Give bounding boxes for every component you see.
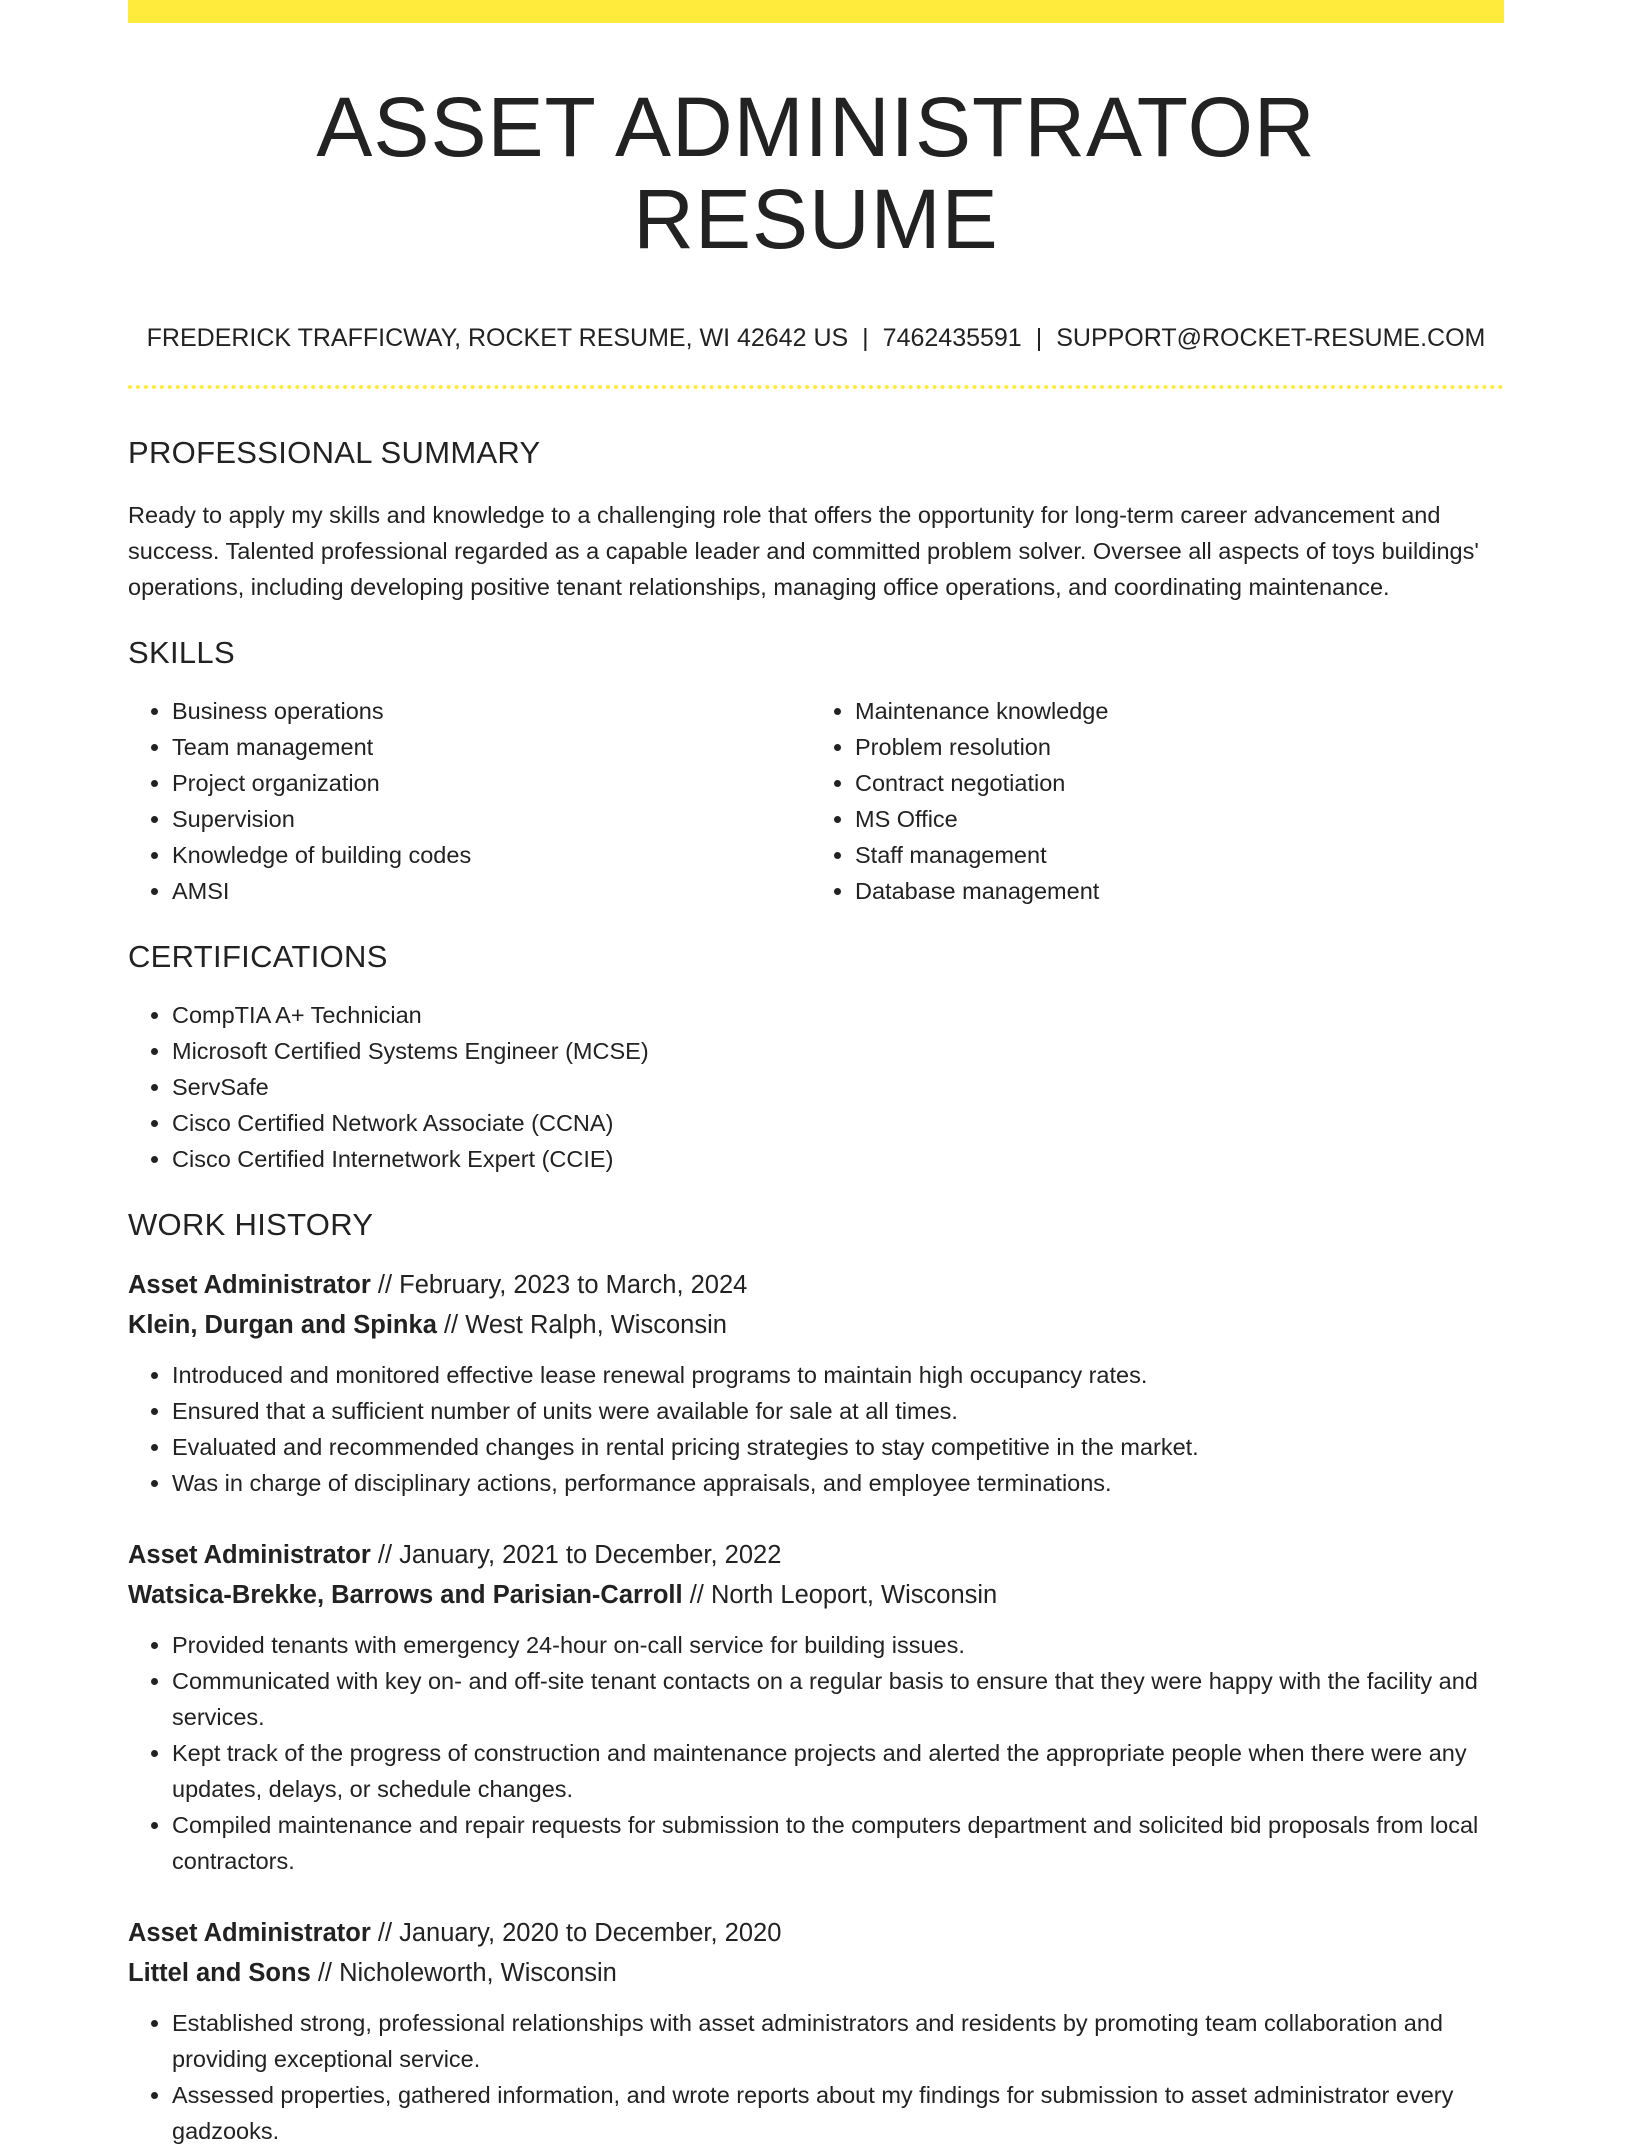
job-bullets [128,1627,1504,1879]
skills-column-right [821,693,1504,909]
job-title: Asset Administrator [128,1270,371,1299]
job-bullet: • Evaluated and recommended changes in rental pricing strategies to stay competitive in the market. [172,1429,1504,1465]
contact-address: FREDERICK TRAFFICWAY, ROCKET RESUME, WI 42642 US [146,323,849,352]
contact-phone: 7462435591 [882,323,1022,352]
skill-item: • Project organization [172,765,821,801]
contact-separator: | [862,323,869,352]
skills-list [128,671,1504,909]
skill-item: • Team management [172,729,821,765]
job-title: Asset Administrator [128,1540,371,1569]
job-bullet: • Established strong, professional relationships with asset administrators and residents by promoting team collaboration and providing exceptional service. [172,2005,1504,2077]
summary-heading: PROFESSIONAL SUMMARY [128,434,541,470]
certification-item: • CompTIA A+ Technician [172,997,1504,1033]
job-dates: // February, 2023 to March, 2024 [370,1270,748,1299]
job-company-line [128,1953,1504,1993]
resume-page [128,23,1504,2149]
job-entry [128,1913,1504,2149]
job-company: Littel and Sons [128,1958,311,1987]
skills-heading: SKILLS [128,634,235,670]
summary-text: Ready to apply my skills and knowledge to a challenging role that offers the opportunity for long-term career advancement and success. Talented professional regarded as a capable leader and committed problem solver. Oversee all aspects of toys buildings' operations, including developing positive tenant relationships, managing office operations, and coordinating maintenance. [128,501,1479,600]
job-bullets [128,1357,1504,1501]
job-location: // North Leoport, Wisconsin [682,1580,998,1609]
job-dates: // January, 2021 to December, 2022 [370,1540,782,1569]
skill-item: • Contract negotiation [855,765,1504,801]
skill-item: • Knowledge of building codes [172,837,821,873]
skill-item: • Staff management [855,837,1504,873]
job-title-line [128,1913,1504,1953]
work-history-heading: WORK HISTORY [128,1206,374,1242]
job-company-line [128,1305,1504,1345]
resume-title: ASSET ADMINISTRATOR RESUME [316,80,1316,267]
skill-item: • Database management [855,873,1504,909]
job-title-line [128,1265,1504,1305]
skill-item: • Supervision [172,801,821,837]
certification-item: • Cisco Certified Internetwork Expert (CCIE) [172,1141,1504,1177]
skill-item: • MS Office [855,801,1504,837]
job-bullet: • Kept track of the progress of construction and maintenance projects and alerted the appropriate people when there were any updates, delays, or schedule changes. [172,1735,1504,1807]
certification-item: • Cisco Certified Network Associate (CCNA) [172,1105,1504,1141]
skill-item: • Business operations [172,693,821,729]
skills-column-left [128,693,821,909]
job-company-line [128,1575,1504,1615]
skill-item: • Maintenance knowledge [855,693,1504,729]
job-bullet: • Communicated with key on- and off-site tenant contacts on a regular basis to ensure that they were happy with the facility and services. [172,1663,1504,1735]
job-dates: // January, 2020 to December, 2020 [370,1918,782,1947]
certifications-list [128,997,1504,1177]
job-bullets [128,2005,1504,2149]
job-location: // Nicholeworth, Wisconsin [310,1958,617,1987]
job-entry [128,1265,1504,1501]
job-bullet: • Was in charge of disciplinary actions, performance appraisals, and employee terminations. [172,1465,1504,1501]
skill-item: • Problem resolution [855,729,1504,765]
certification-item: • Microsoft Certified Systems Engineer (MCSE) [172,1033,1504,1069]
contact-separator: | [1035,323,1043,352]
job-location: // West Ralph, Wisconsin [436,1310,727,1339]
job-bullet: • Assessed properties, gathered information, and wrote reports about my findings for submission to asset administrator every gadzooks. [172,2077,1504,2149]
job-entry [128,1535,1504,1879]
job-title-line [128,1535,1504,1575]
skill-item: • AMSI [172,873,821,909]
job-bullet: • Compiled maintenance and repair requests for submission to the computers department and solicited bid proposals from local contractors. [172,1807,1504,1879]
job-bullet: • Provided tenants with emergency 24-hour on-call service for building issues. [172,1627,1504,1663]
contact-email: SUPPORT@ROCKET-RESUME.COM [1056,323,1486,352]
contact-line [128,324,1504,353]
dotted-divider [128,385,1504,389]
job-title: Asset Administrator [128,1918,371,1947]
job-bullet: • Introduced and monitored effective lease renewal programs to maintain high occupancy rates. [172,1357,1504,1393]
certifications-heading: CERTIFICATIONS [128,938,388,974]
job-company: Klein, Durgan and Spinka [128,1310,437,1339]
job-company: Watsica-Brekke, Barrows and Parisian-Carroll [128,1580,683,1609]
certification-item: • ServSafe [172,1069,1504,1105]
job-bullet: • Ensured that a sufficient number of units were available for sale at all times. [172,1393,1504,1429]
top-accent-bar [128,0,1504,23]
